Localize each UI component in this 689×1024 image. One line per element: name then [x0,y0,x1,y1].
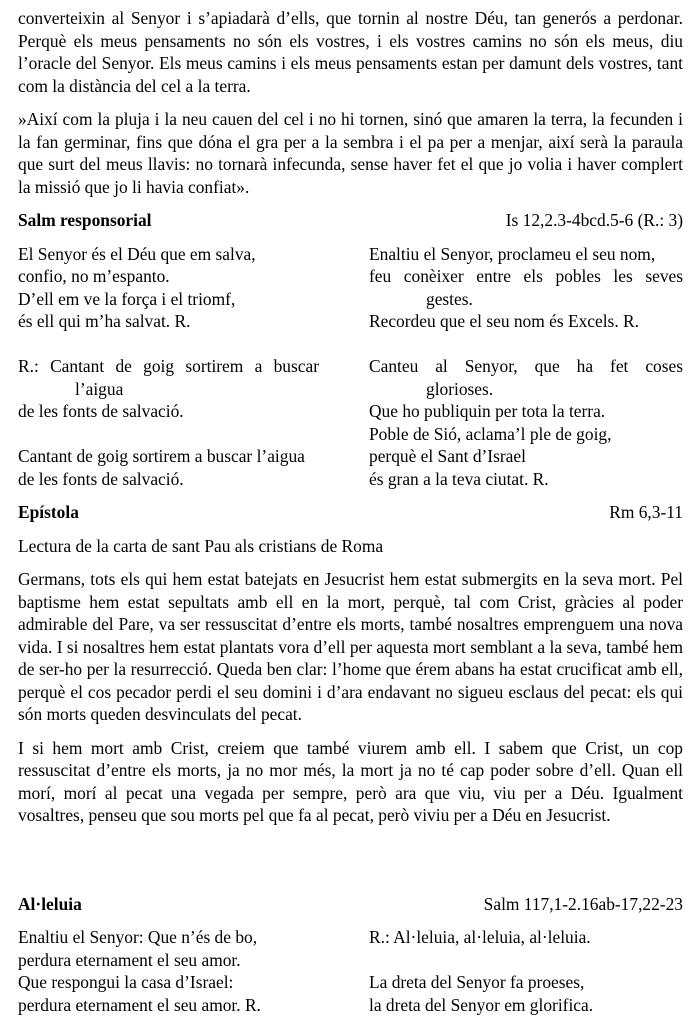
psalm-stanza [18,445,319,490]
psalm-right-column [369,243,683,491]
column-gap [319,926,369,1016]
verse-line: Recordeu que el seu nom és Excels. R. [369,311,639,331]
verse-line: de les fonts de salvació. [18,401,184,421]
alleluia-stanza [369,971,683,1016]
psalm-reference: Is 12,2.3-4bcd.5-6 (R.: 3) [505,210,683,230]
verse-line: Poble de Sió, aclama’l ple de goig, [369,423,612,444]
verse-line: de les fonts de salvació. [18,468,184,489]
epistle-paragraph-2: I si hem mort amb Crist, creiem que també viurem amb ell. I sabem que Crist, un cop ressuscitat d’entre els morts, ja no mor més, la mort ja no té cap poder sobre d’ell. Quan ell morí, morí al pecat una vegada per sempre, però ara que viu, viu per a Déu. Igualment vosaltres, penseu que sou morts pel que fa al pecat, però viviu per a Déu en Jesucrist. [18,737,683,825]
verse-line: confio, no m’espanto. [18,266,170,286]
psalm-stanza [18,243,319,333]
epistle-intro-line: Lectura de la carta de sant Pau als cristians de Roma [18,535,384,556]
verse-line: perquè el Sant d’Israel [369,446,526,466]
epistle-title: Epístola [18,502,79,522]
intro-paragraph-2: »Així com la pluja i la neu cauen del cel i no hi tornen, sinó que amaren la terra, la fecunden i la fan germinar, fins que dóna el gra per a la sembra i el pa per a menjar, així serà la paraula que surt del meus llavis: no tornarà infecunda, sense haver fet el que jo volia i haver complert la missió que jo li havia confiat». [18,109,683,197]
epistle-heading-row [18,501,683,524]
epistle-reference: Rm 6,3-11 [609,502,683,522]
verse-line: perdura eternament el seu amor. [18,949,241,970]
alleluia-columns [18,926,683,1016]
verse-line: perdura eternament el seu amor. R. [18,994,261,1015]
psalm-stanza [369,355,683,490]
alleluia-reference: Salm 117,1-2.16ab-17,22-23 [483,893,683,914]
psalm-left-column [18,243,319,491]
verse-line: és ell qui m’ha salvat. R. [18,311,191,331]
verse-line: l’aigua [75,378,124,399]
alleluia-right-column [369,926,683,1016]
verse-line: glorioses. [426,378,494,399]
verse-line: la dreta del Senyor em glorifica. [369,994,594,1015]
verse-line: Que respongui la casa d’Israel: [18,972,234,992]
intro-paragraph-1: converteixin al Senyor i s’apiadarà d’ells, que tornin al nostre Déu, tan generós a perdonar. Perquè els meus pensaments no són els vostres, i els vostres camins no són els meus, diu l’oracle del Senyor. Els meus camins i els meus pensaments estan per damunt dels vostres, tant com la distància del cel a la terra. [18,8,683,96]
psalm-stanza [369,243,683,333]
column-gap [319,243,369,491]
epistle-paragraph-1: Germans, tots els qui hem estat batejats en Jesucrist hem estat submergits en la seva mort. Pel baptisme hem estat sepultats amb ell en la mort, perquè, tal com Crist, gràcies al poder admirable del Pare, va ser ressuscitat d’entre els morts, també nosaltres emprenguem una nova vida. I si nosaltres hem estat plantats vora d’ell per aquesta mort semblant a la seva, també hem de ser-ho per la resurrecció. Queda ben clar: l’home que érem abans ha estat crucificat amb ell, perquè el cos pecador perdi el seu domini i d’ara endavant no sigueu esclaus del pecat: els qui són morts queden desvinculats del pecat. [18,569,683,724]
verse-line: Enaltiu el Senyor, proclameu el seu nom, [369,243,656,264]
verse-line: La dreta del Senyor fa proeses, [369,972,585,992]
verse-line: feu conèixer entre els pobles les seves [369,266,683,286]
verse-line: Que ho publiquin per tota la terra. [369,401,606,421]
alleluia-stanza [18,926,319,1016]
verse-line: Enaltiu el Senyor: Que n’és de bo, [18,927,258,947]
psalm-heading-row [18,209,683,232]
verse-line: gestes. [426,288,473,309]
verse-line: R.: Al·leluia, al·leluia, al·leluia. [369,927,591,947]
verse-line: R.: Cantant de goig sortirem a buscar [18,356,319,376]
verse-line: D’ell em ve la força i el triomf, [18,288,236,309]
verse-line: és gran a la teva ciutat. R. [369,468,549,489]
alleluia-left-column [18,926,319,1016]
psalm-title: Salm responsorial [18,210,152,230]
alleluia-title: Al·leluia [18,893,82,914]
alleluia-stanza [369,926,683,949]
psalm-stanza [18,355,319,423]
psalm-columns [18,243,683,491]
verse-line: Cantant de goig sortirem a buscar l’aigua [18,446,305,466]
alleluia-heading-row [18,893,683,916]
verse-line: El Senyor és el Déu que em salva, [18,243,256,264]
verse-line: Canteu al Senyor, que ha fet coses [369,356,683,376]
